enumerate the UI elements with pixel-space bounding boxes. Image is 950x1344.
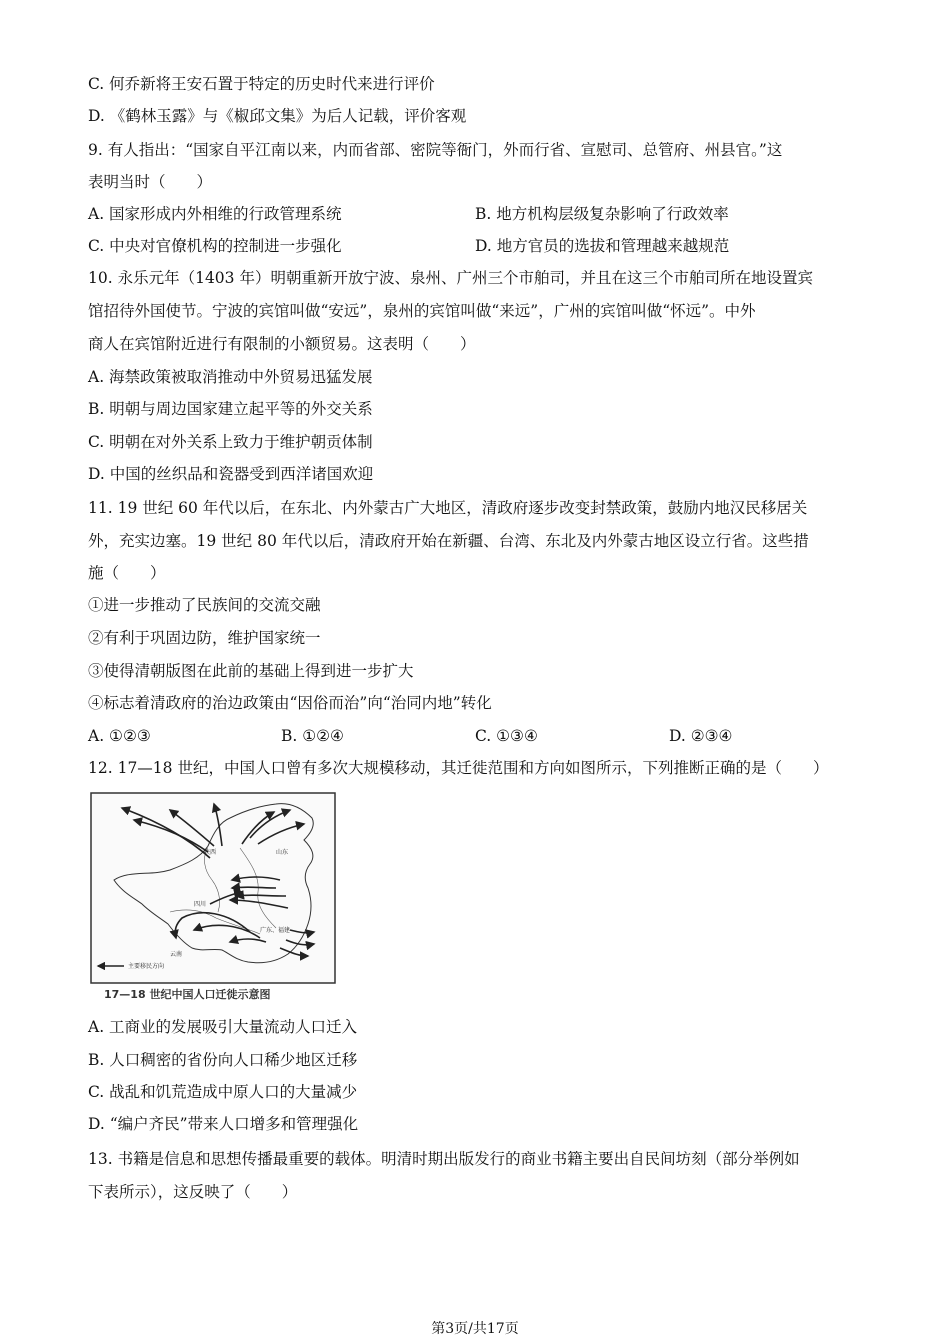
migration-arrow xyxy=(232,887,276,888)
q10-option-d: D. 中国的丝织品和瓷器受到西洋诸国欢迎 xyxy=(88,465,374,483)
legend-label: 主要移民方向 xyxy=(128,963,165,970)
q11-item-1: ①进一步推动了民族间的交流交融 xyxy=(88,596,321,614)
option-d-prev: D. 《鹤林玉露》与《椒邱文集》为后人记载，评价客观 xyxy=(88,107,467,125)
q11-item-3: ③使得清朝版图在此前的基础上得到进一步扩大 xyxy=(88,662,414,680)
q11-stem-line-1: 11. 19 世纪 60 年代以后，在东北、内外蒙古广大地区，清政府逐步改变封禁政策，鼓励内地汉民移居关 xyxy=(88,499,808,517)
q12-option-a: A. 工商业的发展吸引大量流动人口迁入 xyxy=(88,1018,358,1036)
map-caption: 17—18 世纪中国人口迁徙示意图 xyxy=(104,988,271,1001)
q10-option-c: C. 明朝在对外关系上致力于维护朝贡体制 xyxy=(88,433,373,451)
q9-option-d: D. 地方官员的选拔和管理越来越规范 xyxy=(475,237,730,255)
q11-item-4: ④标志着清政府的治边政策由“因俗而治”向“治同内地”转化 xyxy=(88,694,492,712)
q10-stem-line-2: 馆招待外国使节。宁波的宾馆叫做“安远”，泉州的宾馆叫做“来远”，广州的宾馆叫做“怀远”。中外 xyxy=(88,302,756,320)
q12-option-d: D. “编户齐民”带来人口增多和管理强化 xyxy=(88,1115,359,1133)
q9-option-a: A. 国家形成内外相维的行政管理系统 xyxy=(88,205,342,223)
label-guangdong-fujian: 广东、福建 xyxy=(260,927,291,934)
q13-stem-line-1: 13. 书籍是信息和思想传播最重要的载体。明清时期出版发行的商业书籍主要出自民间坊刻（部分举例如 xyxy=(88,1150,800,1168)
q11-option-d: D. ②③④ xyxy=(669,727,733,745)
page-number: 第3页/共17页 xyxy=(431,1321,519,1337)
q9-option-c: C. 中央对官僚机构的控制进一步强化 xyxy=(88,237,342,255)
q13-stem-line-2: 下表所示），这反映了（ ） xyxy=(88,1183,298,1201)
label-sichuan: 四川 xyxy=(194,901,207,908)
q12-stem: 12. 17—18 世纪，中国人口曾有多次大规模移动，其迁徙范围和方向如图所示，下列推断正确的是（ ） xyxy=(88,759,829,777)
q10-option-a: A. 海禁政策被取消推动中外贸易迅猛发展 xyxy=(88,368,373,386)
q9-option-b: B. 地方机构层级复杂影响了行政效率 xyxy=(475,205,729,223)
q11-stem-line-3: 施（ ） xyxy=(88,564,166,582)
q11-option-c: C. ①③④ xyxy=(475,727,538,745)
migration-map-figure xyxy=(90,792,336,984)
q12-option-b: B. 人口稠密的省份向人口稀少地区迁移 xyxy=(88,1051,358,1069)
q10-stem-line-1: 10. 永乐元年（1403 年）明朝重新开放宁波、泉州、广州三个市舶司，并且在这三个市舶司所在地设置宾 xyxy=(88,269,813,287)
label-shandong: 山东 xyxy=(276,849,289,856)
q11-option-b: B. ①②④ xyxy=(281,727,344,745)
q10-option-b: B. 明朝与周边国家建立起平等的外交关系 xyxy=(88,400,373,418)
q12-option-c: C. 战乱和饥荒造成中原人口的大量减少 xyxy=(88,1083,358,1101)
q11-stem-line-2: 外，充实边塞。19 世纪 80 年代以后，清政府开始在新疆、台湾、东北及内外蒙古地区设立行省。这些措 xyxy=(88,532,809,550)
label-yunnan: 云南 xyxy=(170,951,183,958)
q11-item-2: ②有利于巩固边防，维护国家统一 xyxy=(88,629,321,647)
label-shaanxi: 陕西 xyxy=(204,849,217,856)
q11-option-a: A. ①②③ xyxy=(88,727,151,745)
migration-arrow xyxy=(236,895,286,896)
q9-stem-line-2: 表明当时（ ） xyxy=(88,173,213,191)
q9-stem-line-1: 9. 有人指出：“国家自平江南以来，内而省部、密院等衙门，外而行省、宣慰司、总管府、州县官。”这 xyxy=(88,141,783,159)
option-c-prev: C. 何乔新将王安石置于特定的历史时代来进行评价 xyxy=(88,75,435,93)
q10-stem-line-3: 商人在宾馆附近进行有限制的小额贸易。这表明（ ） xyxy=(88,335,476,353)
